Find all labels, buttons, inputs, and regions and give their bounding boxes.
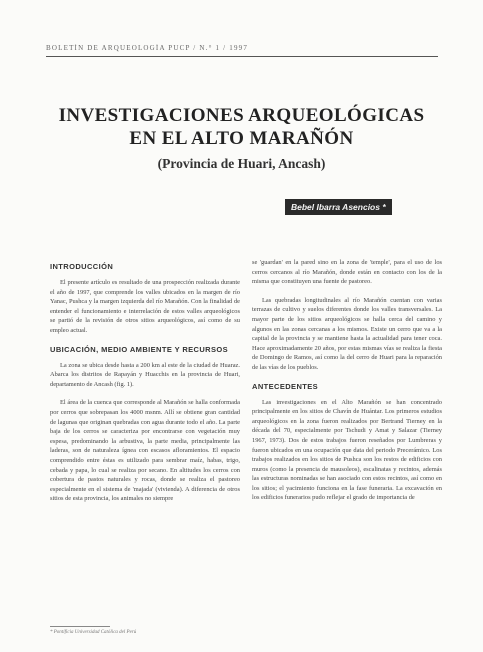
paragraph: El área de la cuenca que corresponde al Marañón se halla conformada por cerros que sobrepasan los 4000 msnm. Allí se obtiene gran cantidad de lagunas que originan quebradas con agua durante todo el año. La parte baja de los cerros se caracteriza por encontrarse con vegetación muy espesa, predominando la arbustiva, la parte media, principalmente las laderas, son de naturaleza ígnea con escasos afloramientos. El espacio comprendido entre éstas es utilizado para sembrar maíz, habas, trigo, cebada y papa, lo cual se realiza por secano. En altitudes los cerros con cobertura de pastos naturales y rocas, donde se realiza el pastoreo especialmente en el sistema de 'majada' (vivienda). A diferencia de otros sitios de esta provincia, los animales no siempre xyxy=(50,399,240,503)
paragraph: se 'guardan' en la pared sino en la zona de 'temple', para el uso de los cerros cercanos al río Marañón, donde están en contacto con los de la misma que constituyen una fuente de pastoreo. xyxy=(252,259,442,286)
paragraph: La zona se ubica desde hasta a 200 km al este de la ciudad de Huaraz. Abarca los distritos de Rapayán y Huacchis en la provincia de Huari, departamento de Ancash (fig. 1). xyxy=(50,361,240,388)
title-line-2: EN EL ALTO MARAÑÓN xyxy=(129,128,354,149)
section-heading-introduccion: INTRODUCCIÓN xyxy=(50,262,114,271)
section-heading-antecedentes: ANTECEDENTES xyxy=(252,381,319,391)
left-column xyxy=(50,258,240,513)
section-heading-ubicacion: UBICACIÓN, MEDIO AMBIENTE Y RECURSOS xyxy=(50,344,229,354)
right-column xyxy=(252,258,442,512)
paragraph: Las quebradas longitudinales al río Marañón cuentan con varias terrazas de cultivo y suelos diferentes donde los valles transversales. La mayor parte de los sitios arqueológicos se halla cerca del camino y algunos en las zonas cercanas a los mismos. Existe un cerro que va a la capital de la provincia y se mantiene hasta la actualidad para tener coca. Hace aproximadamente 20 años, por estas mismas vías se realiza la fiesta de Domingo de Ramos, así como la del cerro de Huari para la reparación de las vías de los pueblos. xyxy=(252,296,442,371)
article-subtitle: (Provincia de Huari, Ancash) xyxy=(157,156,326,171)
paragraph: El presente artículo es resultado de una prospección realizada durante el año de 1997, que comprende los valles ubicados en la margen de río Yanac, Pushca y la margen izquierda del río Marañón. Con la finalidad de entender el funcionamiento e interrelación de estos valles arqueológicos se partió de la revisión de otros sitios arqueológicos, así como de su empleo actual. xyxy=(50,279,240,334)
author-badge: Bebel Ibarra Asencios * xyxy=(285,199,392,215)
footnote: * Pontificia Universidad Católica del Perú xyxy=(50,630,137,635)
title-line-1: INVESTIGACIONES ARQUEOLÓGICAS xyxy=(58,105,425,126)
paragraph: Las investigaciones en el Alto Marañón se han concentrado principalmente en los sitios de Chavín de Huántar. Los primeros estudios arqueológicos en la zona fueron realizados por Bertrand Tierney en la década del 70, especialmente por Tschudi y Amat y Salazar (Tierney 1967, 1973). Dos de estos trabajos fueron reseñados por Lumbreras y fueron ubicados en una ocupación que data del periodo Precerámico. Los trabajos realizados en los sitios de Pushca son los restos de edificios con muros (como la presencia de mausoleos), escalinatas y recintos, además las estructuras nominadas se han asociado con estos recintos, así como en los sitios; el yacimiento funciona en la fase funeraria. La excavación en los edificios funerarios pudo reflejar el grado de importancia de xyxy=(252,398,442,502)
article-title xyxy=(40,104,443,150)
running-head: BOLETÍN DE ARQUEOLOGÍA PUCP / N.° 1 / 1997 xyxy=(46,44,249,52)
footnote-rule xyxy=(50,626,110,627)
header-rule xyxy=(46,56,438,57)
